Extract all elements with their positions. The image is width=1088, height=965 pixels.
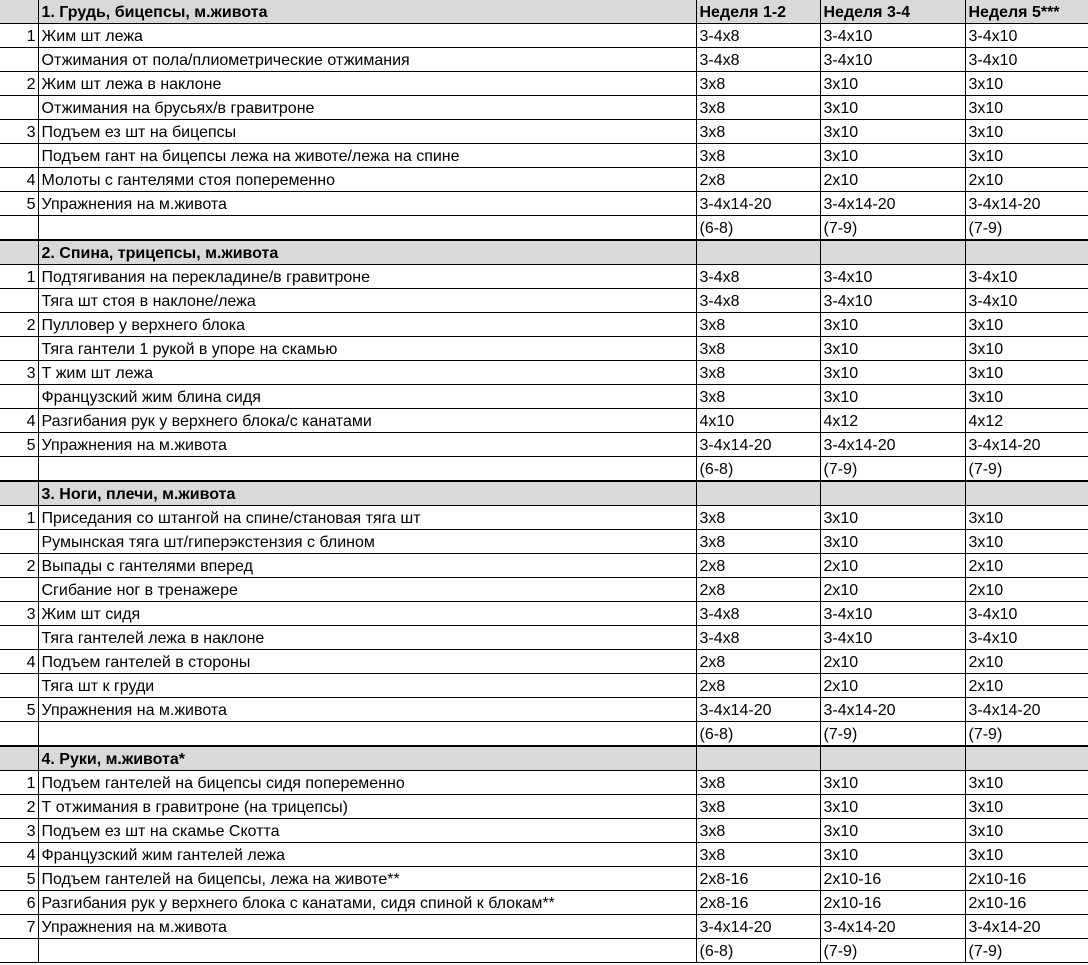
- exercise-number: 2: [0, 554, 38, 578]
- week-2-sets: (7-9): [820, 722, 965, 747]
- exercise-number: 5: [0, 698, 38, 722]
- week-2-sets: 4x12: [820, 409, 965, 433]
- exercise-number: [0, 530, 38, 554]
- exercise-row: [0, 457, 1088, 482]
- week-1-sets: 3x8: [696, 313, 820, 337]
- week-3-sets: 3-4x14-20: [965, 192, 1088, 216]
- week-2-sets: 2x10-16: [820, 891, 965, 915]
- week-3-sets: 3x10: [965, 313, 1088, 337]
- week-3-sets: 2x10: [965, 674, 1088, 698]
- week-3-sets: 3x10: [965, 72, 1088, 96]
- exercise-name: Выпады с гантелями вперед: [38, 554, 696, 578]
- exercise-row: [0, 506, 1088, 530]
- exercise-number: 4: [0, 168, 38, 192]
- week-2-sets: 3-4x14-20: [820, 433, 965, 457]
- week-3-sets: 2x10-16: [965, 891, 1088, 915]
- week-2-sets: (7-9): [820, 457, 965, 482]
- exercise-number: 7: [0, 915, 38, 939]
- exercise-row: [0, 867, 1088, 891]
- exercise-name: Т отжимания в гравитроне (на трицепсы): [38, 795, 696, 819]
- week-2-sets: 2x10-16: [820, 867, 965, 891]
- exercise-number: 3: [0, 361, 38, 385]
- week-1-sets: 3x8: [696, 120, 820, 144]
- exercise-row: [0, 626, 1088, 650]
- section-header-row: [0, 481, 1088, 506]
- exercise-row: [0, 337, 1088, 361]
- exercise-name: Румынская тяга шт/гиперэкстензия с блином: [38, 530, 696, 554]
- exercise-number: 5: [0, 433, 38, 457]
- exercise-number: 1: [0, 506, 38, 530]
- week-3-sets: 2x10-16: [965, 867, 1088, 891]
- exercise-number: [0, 216, 38, 241]
- exercise-number: [0, 96, 38, 120]
- exercise-name: Разгибания рук у верхнего блока/с канатами: [38, 409, 696, 433]
- week-2-sets: 3x10: [820, 120, 965, 144]
- week-1-sets: 3x8: [696, 795, 820, 819]
- week-1-sets: 2x8: [696, 674, 820, 698]
- week-3-sets: 4x12: [965, 409, 1088, 433]
- week-2-sets: 3-4x10: [820, 24, 965, 48]
- week-3-sets: (7-9): [965, 216, 1088, 241]
- exercise-number: [0, 48, 38, 72]
- exercise-row: [0, 433, 1088, 457]
- exercise-number: 6: [0, 891, 38, 915]
- week-3-sets: 2x10: [965, 650, 1088, 674]
- section-header-row: [0, 746, 1088, 771]
- week-1-sets: 3x8: [696, 771, 820, 795]
- exercise-name: Отжимания от пола/плиометрические отжимания: [38, 48, 696, 72]
- week-1-sets: 3-4x14-20: [696, 698, 820, 722]
- exercise-row: [0, 795, 1088, 819]
- section-header-row: [0, 240, 1088, 265]
- exercise-row: [0, 120, 1088, 144]
- exercise-name: Подъем гантелей на бицепсы сидя попеременно: [38, 771, 696, 795]
- week-3-sets: 3x10: [965, 96, 1088, 120]
- exercise-name: Подъем ез шт на бицепсы: [38, 120, 696, 144]
- exercise-number: [0, 626, 38, 650]
- exercise-row: [0, 650, 1088, 674]
- week-3-sets: 3x10: [965, 530, 1088, 554]
- exercise-row: [0, 144, 1088, 168]
- week-1-sets: 3-4x14-20: [696, 192, 820, 216]
- week-3-sets: 3x10: [965, 361, 1088, 385]
- exercise-name: Подтягивания на перекладине/в гравитроне: [38, 265, 696, 289]
- week-1-sets: 3x8: [696, 385, 820, 409]
- exercise-name: Пулловер у верхнего блока: [38, 313, 696, 337]
- exercise-row: [0, 819, 1088, 843]
- exercise-row: [0, 385, 1088, 409]
- week-1-header: [696, 746, 820, 771]
- exercise-number: [0, 722, 38, 747]
- week-2-sets: 3-4x10: [820, 48, 965, 72]
- exercise-name: Разгибания рук у верхнего блока с канатами, сидя спиной к блокам**: [38, 891, 696, 915]
- week-1-sets: 2x8: [696, 168, 820, 192]
- exercise-row: [0, 72, 1088, 96]
- week-2-sets: 3x10: [820, 361, 965, 385]
- week-2-sets: (7-9): [820, 216, 965, 241]
- week-2-header: [820, 746, 965, 771]
- exercise-name: [38, 722, 696, 747]
- exercise-row: [0, 771, 1088, 795]
- exercise-number: 4: [0, 843, 38, 867]
- exercise-name: Тяга шт к груди: [38, 674, 696, 698]
- week-1-sets: 3x8: [696, 96, 820, 120]
- exercise-row: [0, 674, 1088, 698]
- section-title: 2. Спина, трицепсы, м.живота: [38, 240, 696, 265]
- week-2-sets: 3-4x10: [820, 626, 965, 650]
- week-2-sets: 2x10: [820, 650, 965, 674]
- week-2-sets: 3-4x14-20: [820, 698, 965, 722]
- week-2-sets: 3-4x14-20: [820, 915, 965, 939]
- exercise-row: [0, 554, 1088, 578]
- week-2-header: Неделя 3-4: [820, 0, 965, 24]
- exercise-number: 1: [0, 771, 38, 795]
- exercise-row: [0, 578, 1088, 602]
- week-3-header: Неделя 5***: [965, 0, 1088, 24]
- week-1-sets: 3-4x8: [696, 602, 820, 626]
- week-1-sets: 3-4x8: [696, 626, 820, 650]
- exercise-row: [0, 602, 1088, 626]
- week-3-sets: 3-4x10: [965, 602, 1088, 626]
- exercise-row: [0, 939, 1088, 963]
- exercise-name: [38, 939, 696, 963]
- week-3-sets: 3x10: [965, 843, 1088, 867]
- week-1-header: [696, 240, 820, 265]
- section-title: 3. Ноги, плечи, м.живота: [38, 481, 696, 506]
- week-3-sets: 3x10: [965, 795, 1088, 819]
- exercise-name: Упражнения на м.живота: [38, 192, 696, 216]
- week-2-sets: 3-4x10: [820, 602, 965, 626]
- week-3-sets: 3x10: [965, 506, 1088, 530]
- exercise-number: 1: [0, 265, 38, 289]
- week-1-sets: 3-4x14-20: [696, 915, 820, 939]
- section-number-cell: [0, 0, 38, 24]
- exercise-number: 3: [0, 602, 38, 626]
- week-1-sets: 3-4x8: [696, 24, 820, 48]
- exercise-number: [0, 385, 38, 409]
- week-2-sets: 2x10: [820, 578, 965, 602]
- week-3-sets: 3-4x10: [965, 265, 1088, 289]
- exercise-name: Т жим шт лежа: [38, 361, 696, 385]
- week-2-sets: 3-4x10: [820, 289, 965, 313]
- week-1-sets: 3x8: [696, 819, 820, 843]
- exercise-row: [0, 265, 1088, 289]
- week-3-header: [965, 746, 1088, 771]
- section-number-cell: [0, 481, 38, 506]
- week-3-sets: 3-4x10: [965, 24, 1088, 48]
- week-2-sets: 3x10: [820, 72, 965, 96]
- exercise-name: Подъем гантелей на бицепсы, лежа на животе**: [38, 867, 696, 891]
- exercise-name: Жим шт лежа в наклоне: [38, 72, 696, 96]
- exercise-name: Упражнения на м.живота: [38, 915, 696, 939]
- exercise-name: Французский жим блина сидя: [38, 385, 696, 409]
- exercise-number: [0, 289, 38, 313]
- exercise-row: [0, 915, 1088, 939]
- week-1-sets: 3x8: [696, 506, 820, 530]
- exercise-row: [0, 96, 1088, 120]
- week-3-sets: 3x10: [965, 120, 1088, 144]
- week-3-sets: (7-9): [965, 457, 1088, 482]
- week-2-sets: 3x10: [820, 795, 965, 819]
- week-1-sets: 3x8: [696, 72, 820, 96]
- exercise-name: Тяга шт стоя в наклоне/лежа: [38, 289, 696, 313]
- week-1-sets: 3-4x8: [696, 289, 820, 313]
- exercise-number: [0, 578, 38, 602]
- week-3-sets: 2x10: [965, 578, 1088, 602]
- week-2-sets: 3x10: [820, 530, 965, 554]
- week-1-sets: 2x8: [696, 578, 820, 602]
- exercise-row: [0, 530, 1088, 554]
- week-1-sets: 3x8: [696, 337, 820, 361]
- exercise-row: [0, 48, 1088, 72]
- exercise-name: Подъем гант на бицепсы лежа на животе/лежа на спине: [38, 144, 696, 168]
- exercise-number: [0, 939, 38, 963]
- exercise-name: [38, 457, 696, 482]
- exercise-row: [0, 216, 1088, 241]
- week-3-sets: 3-4x14-20: [965, 698, 1088, 722]
- week-3-sets: 3-4x14-20: [965, 915, 1088, 939]
- week-1-sets: 2x8-16: [696, 867, 820, 891]
- exercise-name: Тяга гантели 1 рукой в упоре на скамью: [38, 337, 696, 361]
- week-3-sets: 3x10: [965, 819, 1088, 843]
- week-1-sets: (6-8): [696, 457, 820, 482]
- week-3-sets: 3x10: [965, 771, 1088, 795]
- week-1-sets: 3-4x8: [696, 265, 820, 289]
- week-2-sets: 3x10: [820, 385, 965, 409]
- exercise-row: [0, 24, 1088, 48]
- week-3-sets: (7-9): [965, 722, 1088, 747]
- week-3-sets: (7-9): [965, 939, 1088, 963]
- week-1-sets: (6-8): [696, 216, 820, 241]
- week-3-header: [965, 240, 1088, 265]
- exercise-number: 5: [0, 867, 38, 891]
- exercise-number: [0, 457, 38, 482]
- exercise-number: [0, 144, 38, 168]
- exercise-row: [0, 722, 1088, 747]
- exercise-row: [0, 289, 1088, 313]
- week-1-header: Неделя 1-2: [696, 0, 820, 24]
- exercise-row: [0, 313, 1088, 337]
- week-1-sets: 4x10: [696, 409, 820, 433]
- exercise-row: [0, 192, 1088, 216]
- week-2-sets: 3x10: [820, 337, 965, 361]
- week-2-sets: 2x10: [820, 554, 965, 578]
- week-2-header: [820, 240, 965, 265]
- exercise-number: 4: [0, 409, 38, 433]
- exercise-name: Приседания со штангой на спине/становая тяга шт: [38, 506, 696, 530]
- exercise-number: [0, 674, 38, 698]
- week-1-sets: (6-8): [696, 722, 820, 747]
- week-3-sets: 3x10: [965, 337, 1088, 361]
- exercise-number: 2: [0, 795, 38, 819]
- section-number-cell: [0, 240, 38, 265]
- week-3-sets: 2x10: [965, 554, 1088, 578]
- exercise-row: [0, 409, 1088, 433]
- exercise-row: [0, 891, 1088, 915]
- week-1-sets: 2x8-16: [696, 891, 820, 915]
- section-title: 4. Руки, м.живота*: [38, 746, 696, 771]
- exercise-name: Жим шт лежа: [38, 24, 696, 48]
- week-2-header: [820, 481, 965, 506]
- week-2-sets: 3x10: [820, 96, 965, 120]
- week-1-header: [696, 481, 820, 506]
- week-3-sets: 3x10: [965, 385, 1088, 409]
- week-1-sets: 2x8: [696, 650, 820, 674]
- week-2-sets: 3x10: [820, 819, 965, 843]
- week-1-sets: 2x8: [696, 554, 820, 578]
- week-1-sets: 3-4x14-20: [696, 433, 820, 457]
- exercise-row: [0, 843, 1088, 867]
- section-title: 1. Грудь, бицепсы, м.живота: [38, 0, 696, 24]
- week-2-sets: 3-4x14-20: [820, 192, 965, 216]
- week-2-sets: 3-4x10: [820, 265, 965, 289]
- week-2-sets: 3x10: [820, 506, 965, 530]
- exercise-name: Тяга гантелей лежа в наклоне: [38, 626, 696, 650]
- week-1-sets: 3-4x8: [696, 48, 820, 72]
- exercise-name: Французский жим гантелей лежа: [38, 843, 696, 867]
- exercise-name: [38, 216, 696, 241]
- week-3-sets: 3x10: [965, 144, 1088, 168]
- week-2-sets: 3x10: [820, 313, 965, 337]
- exercise-number: [0, 337, 38, 361]
- week-2-sets: (7-9): [820, 939, 965, 963]
- week-1-sets: 3x8: [696, 530, 820, 554]
- exercise-name: Отжимания на брусьях/в гравитроне: [38, 96, 696, 120]
- week-3-sets: 3-4x10: [965, 48, 1088, 72]
- exercise-row: [0, 168, 1088, 192]
- exercise-name: Упражнения на м.живота: [38, 698, 696, 722]
- week-1-sets: 3x8: [696, 843, 820, 867]
- exercise-number: 5: [0, 192, 38, 216]
- section-number-cell: [0, 746, 38, 771]
- exercise-row: [0, 698, 1088, 722]
- exercise-name: Подъем гантелей в стороны: [38, 650, 696, 674]
- week-2-sets: 3x10: [820, 843, 965, 867]
- exercise-number: 3: [0, 819, 38, 843]
- week-3-sets: 3-4x14-20: [965, 433, 1088, 457]
- week-1-sets: (6-8): [696, 939, 820, 963]
- exercise-name: Подъем ез шт на скамье Скотта: [38, 819, 696, 843]
- week-2-sets: 3x10: [820, 771, 965, 795]
- exercise-name: Упражнения на м.живота: [38, 433, 696, 457]
- week-3-sets: 3-4x10: [965, 626, 1088, 650]
- exercise-row: [0, 361, 1088, 385]
- week-3-sets: 2x10: [965, 168, 1088, 192]
- week-3-sets: 3-4x10: [965, 289, 1088, 313]
- week-2-sets: 3x10: [820, 144, 965, 168]
- exercise-name: Жим шт сидя: [38, 602, 696, 626]
- section-header-row: [0, 0, 1088, 24]
- week-1-sets: 3x8: [696, 361, 820, 385]
- exercise-name: Сгибание ног в тренажере: [38, 578, 696, 602]
- week-2-sets: 2x10: [820, 168, 965, 192]
- exercise-number: 2: [0, 72, 38, 96]
- week-3-header: [965, 481, 1088, 506]
- exercise-number: 3: [0, 120, 38, 144]
- week-2-sets: 2x10: [820, 674, 965, 698]
- exercise-number: 1: [0, 24, 38, 48]
- exercise-number: 2: [0, 313, 38, 337]
- week-1-sets: 3x8: [696, 144, 820, 168]
- exercise-number: 4: [0, 650, 38, 674]
- exercise-name: Молоты с гантелями стоя попеременно: [38, 168, 696, 192]
